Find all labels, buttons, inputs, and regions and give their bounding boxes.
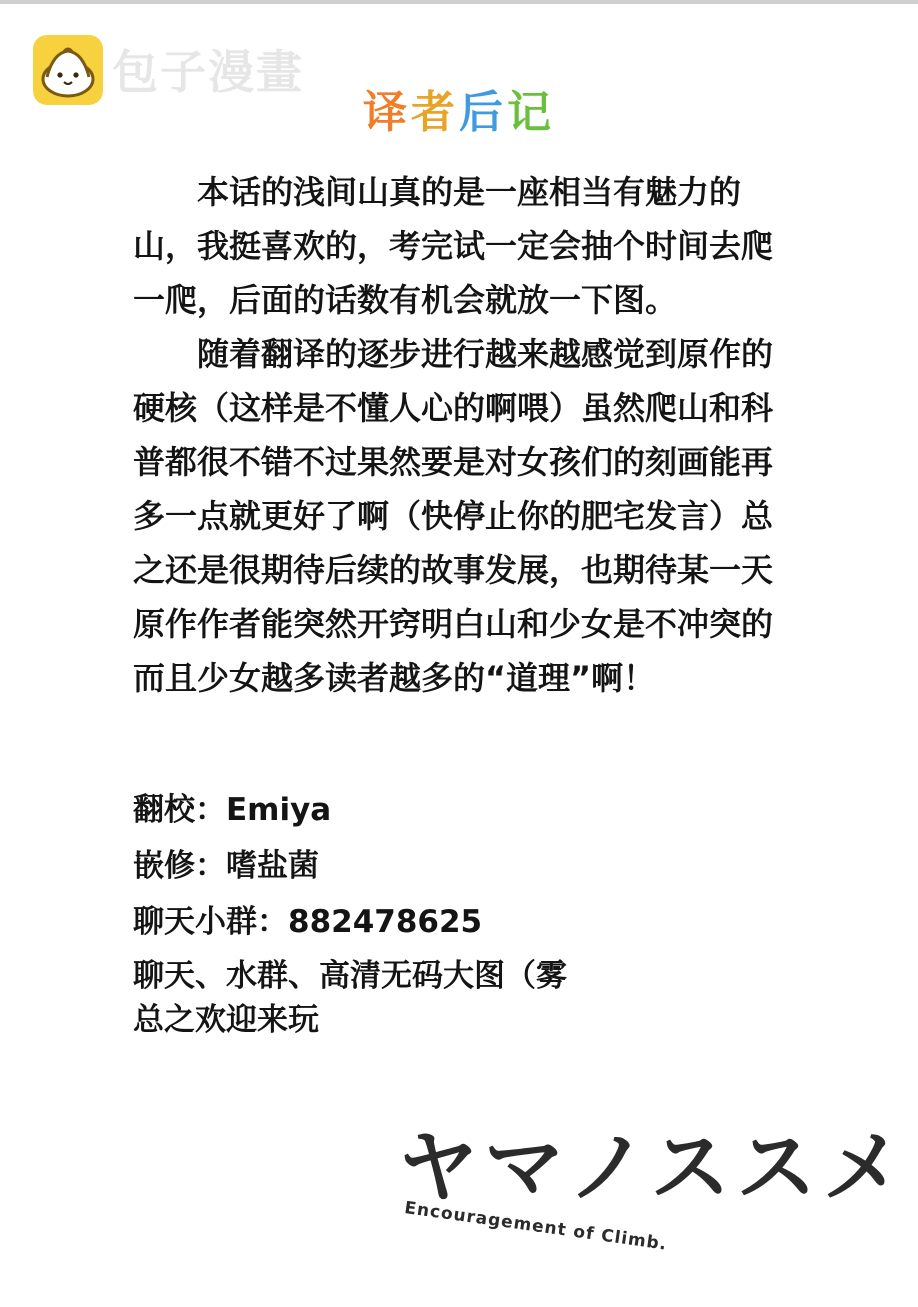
title-char: 记: [507, 87, 555, 138]
series-logo: [398, 1120, 909, 1255]
credit-label: 翻校: [133, 792, 195, 828]
credit-chat-group: 聊天小群：882478625: [133, 904, 483, 940]
title-char: 后: [459, 87, 507, 138]
afterword-text: [133, 165, 783, 705]
series-logo-subtitle: Encouragement of Climb.: [403, 1198, 669, 1255]
credits: [133, 782, 733, 1042]
closing-line: 聊天、水群、高清无码大图（雾: [133, 958, 567, 994]
credit-label: 聊天小群: [133, 904, 257, 940]
page-title: [0, 85, 918, 141]
credit-value: 嗜盐菌: [226, 848, 319, 884]
credit-editing: 嵌修：嗜盐菌: [133, 848, 319, 884]
series-logo-title: ヤマノススメ: [398, 1121, 909, 1214]
top-border: [0, 0, 918, 4]
credit-translation: 翻校：Emiya: [133, 792, 332, 828]
credit-value: 882478625: [288, 904, 483, 940]
watermark-site-name: 包子漫畫: [112, 45, 304, 99]
paragraph: 随着翻译的逐步进行越来越感觉到原作的硬核（这样是不懂人心的啊喂）虽然爬山和科普都很不错不过果然要是对女孩们的刻画能再多一点就更好了啊（快停止你的肥宅发言）总之还是很期待后续的故事发展，也期待某一天原作作者能突然开窍明白山和少女是不冲突的而且少女越多读者越多的“道理”啊！: [133, 335, 774, 697]
credit-value: Emiya: [226, 792, 332, 828]
title-char: 译: [363, 87, 411, 138]
credit-label: 嵌修: [133, 848, 195, 884]
closing-note: [133, 954, 733, 1042]
title-char: 者: [411, 87, 459, 138]
closing-line: 总之欢迎来玩: [133, 1002, 319, 1038]
paragraph: 本话的浅间山真的是一座相当有魅力的山，我挺喜欢的，考完试一定会抽个时间去爬一爬，后面的话数有机会就放一下图。: [133, 173, 774, 319]
